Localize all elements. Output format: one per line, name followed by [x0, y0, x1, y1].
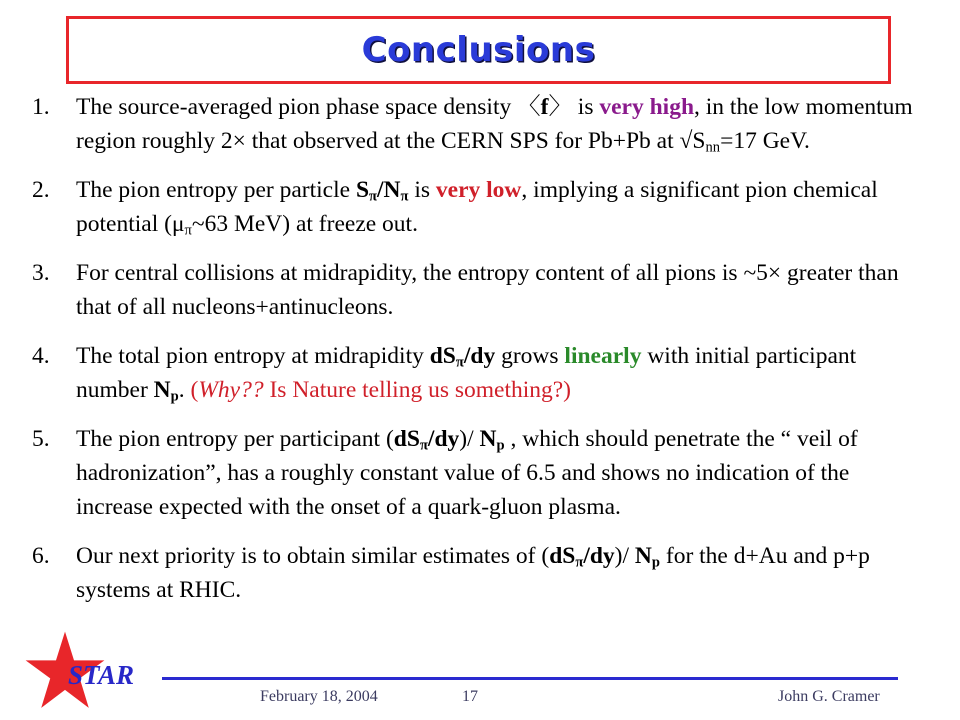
text-run: /dy: [463, 343, 496, 369]
text-run: , which should penetrate the “ veil of hadronization”, has a roughly constant value of 6.5 and shows no indication of the increase expected with the onset of a quark-gluon plasma.: [76, 426, 858, 520]
text-run: p: [170, 388, 179, 405]
slide-title: Conclusions: [361, 30, 596, 70]
text-run: linearly: [564, 343, 642, 369]
text-run: The source-averaged pion phase space density 〈: [76, 94, 541, 120]
item-number: 1.: [32, 94, 50, 120]
text-run: The pion entropy per participant (: [76, 426, 394, 452]
text-run: /dy: [583, 543, 615, 569]
text-run: nn: [705, 139, 721, 156]
text-run: for the d+Au and p+p systems at RHIC.: [76, 543, 870, 603]
text-run: , implying a significant pion chemical potential (μ: [76, 177, 878, 237]
text-run: The total pion entropy at midrapidity: [76, 343, 430, 369]
item-number: 3.: [32, 260, 50, 286]
star-logo-text: STAR: [68, 660, 135, 690]
item-text: [76, 173, 917, 241]
text-run: 〉 is: [548, 94, 600, 120]
text-run: =17 GeV.: [720, 128, 810, 154]
text-run: p: [651, 554, 660, 571]
text-run: The pion entropy per particle: [76, 177, 356, 203]
text-run: )/: [459, 426, 480, 452]
text-run: /dy: [427, 426, 460, 452]
item-text: [76, 422, 917, 524]
text-run: For central collisions at midrapidity, the entropy content of all pions is ~5× greater than that of all nucleons+antinucleons.: [76, 260, 899, 320]
text-run: dS: [429, 343, 456, 369]
text-run: with initial participant number: [76, 343, 857, 403]
list-item: [32, 339, 917, 407]
text-run: , in the low momentum region roughly 2× that observed at the CERN SPS for Pb+Pb at √S: [76, 94, 913, 154]
text-run: π: [419, 437, 428, 454]
item-number: 4.: [32, 343, 50, 369]
text-run: S: [355, 177, 370, 203]
text-run: f: [540, 94, 549, 120]
text-run: dS: [549, 543, 576, 569]
list-item: [32, 539, 917, 607]
text-run: very low: [435, 177, 522, 203]
text-run: N: [479, 426, 497, 452]
item-number: 2.: [32, 177, 50, 203]
item-text: [76, 256, 917, 324]
item-number: 6.: [32, 543, 50, 569]
title-box: [66, 16, 891, 84]
conclusions-list: [32, 90, 917, 622]
footer-page-number: 17: [462, 688, 478, 705]
text-run: π: [575, 554, 584, 571]
text-run: p: [496, 437, 505, 454]
footer-divider: [162, 677, 898, 680]
list-item: [32, 173, 917, 241]
item-number: 5.: [32, 426, 50, 452]
text-run: π: [400, 188, 409, 205]
item-text: [76, 339, 917, 407]
footer-date: February 18, 2004: [260, 688, 378, 705]
item-text: [76, 90, 917, 158]
text-run: π: [184, 222, 192, 239]
text-run: π: [369, 188, 377, 205]
text-run: very high: [599, 94, 695, 120]
text-run: is: [408, 177, 436, 203]
text-run: dS: [393, 426, 420, 452]
text-run: Our next priority is to obtain similar estimates of (: [76, 543, 550, 569]
list-item: [32, 90, 917, 158]
text-run: N: [153, 377, 171, 403]
list-item: [32, 256, 917, 324]
text-run: π: [455, 354, 464, 371]
text-run: N: [634, 543, 652, 569]
text-run: .: [178, 377, 191, 403]
text-run: /N: [377, 177, 401, 203]
text-run: ~63 MeV) at freeze out.: [191, 211, 418, 237]
text-run: )/: [614, 543, 635, 569]
footer-author: John G. Cramer: [778, 688, 880, 705]
text-run: grows: [495, 343, 565, 369]
text-run: (Why?? Is Nature telling us something?): [190, 377, 572, 403]
item-text: [76, 539, 917, 607]
list-item: [32, 422, 917, 524]
